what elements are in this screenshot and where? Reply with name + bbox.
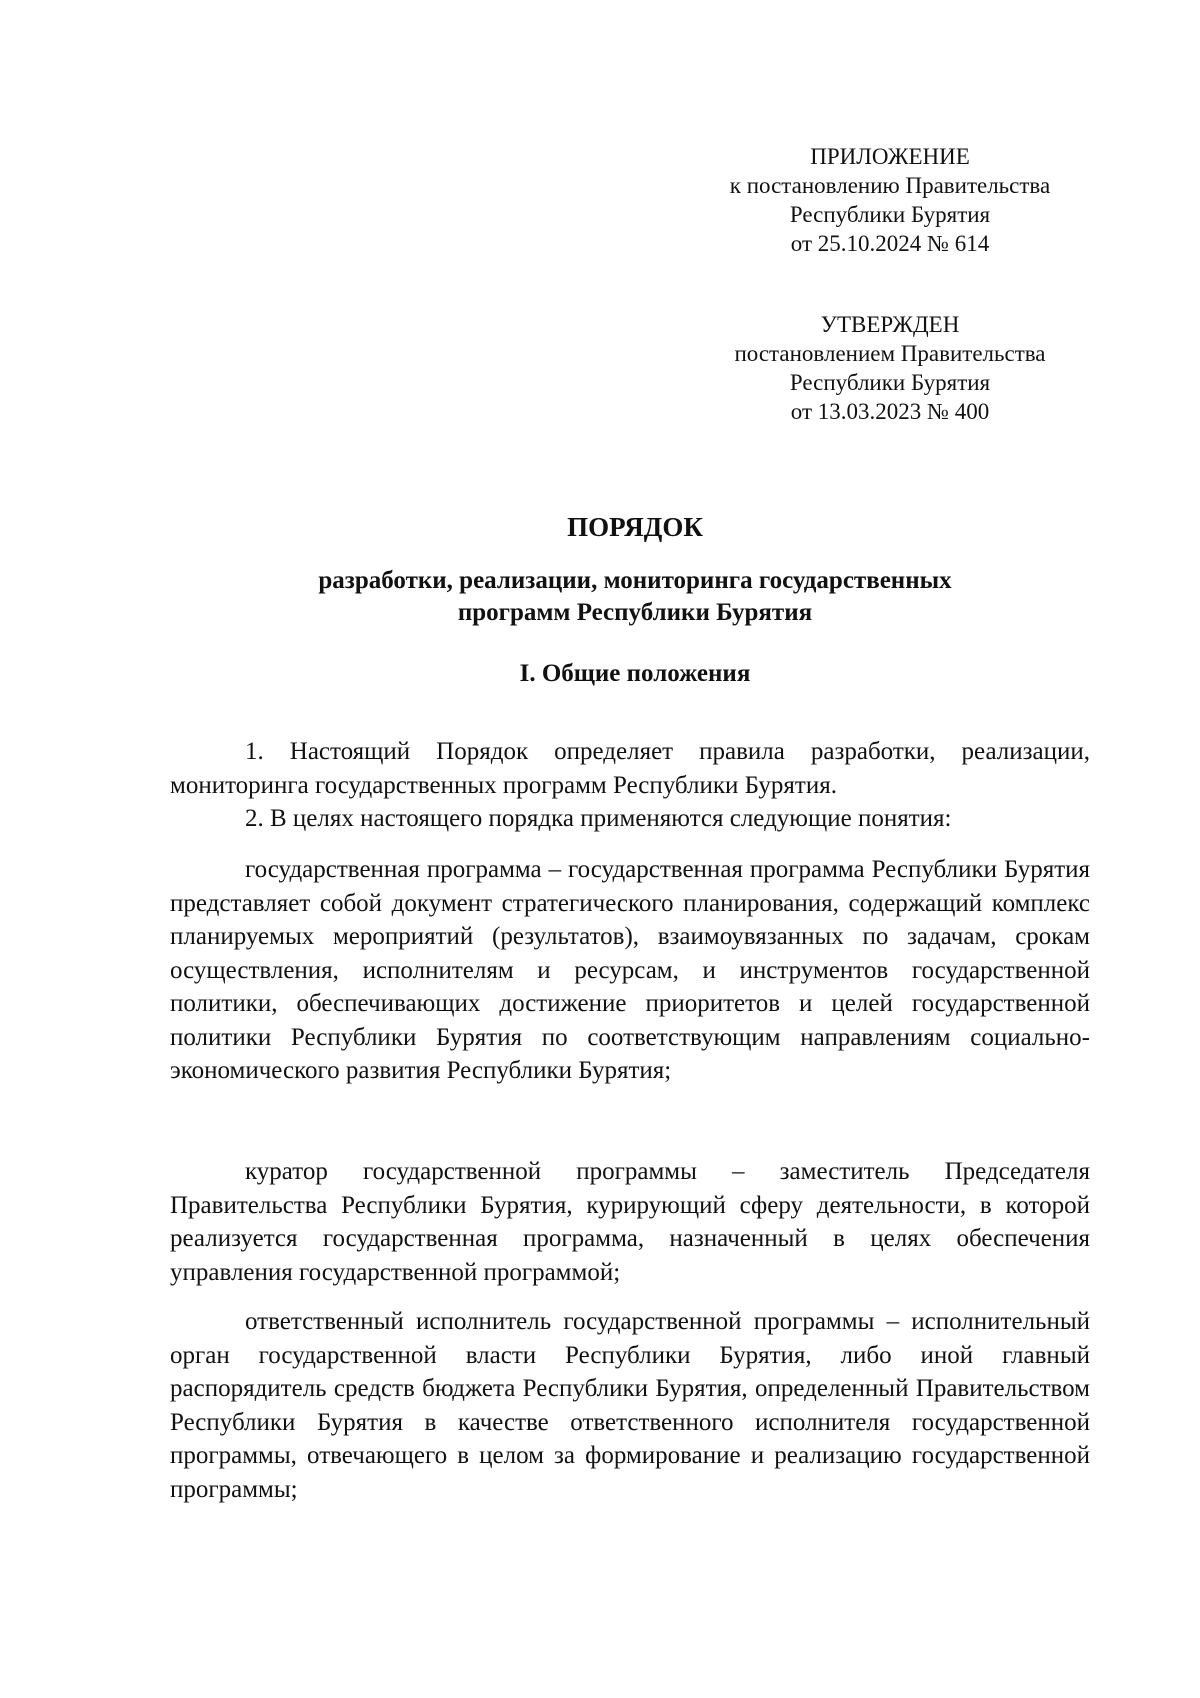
approved-authority: Республики Бурятия [789, 370, 991, 395]
definition-state-program [170, 853, 1090, 1088]
definition-state-program-text: государственная программа – государственная программа Республики Бурятия представляет собой документ стратегического планирования, содержащий комплекс планируемых мероприятий (результатов), взаимоувязанных по задачам, срокам осуществления, исполнителям и ресурсам, и инструментов государственной политики, обеспечивающих достижение приоритетов и целей государственной политики Республики Бурятия по соответствующим направлениям социально-экономического развития Республики Бурятия; [170, 856, 1090, 1084]
definition-curator [170, 1155, 1090, 1289]
definition-curator-text: куратор государственной программы – заместитель Председателя Правительства Республики Бурятия, курирующий сферу деятельности, в которой реализуется государственная программа, назначенный в целях обеспечения управления государственной программой; [170, 1158, 1090, 1286]
appendix-reference: к постановлению Правительства [729, 173, 1051, 198]
appendix-block [700, 142, 1080, 258]
section-title: I. Общие положения [519, 660, 751, 687]
subtitle-line-1: разработки, реализации, мониторинга государственных [318, 567, 952, 594]
subtitle-line-2: программ Республики Бурятия [457, 599, 813, 626]
approved-reference: постановлением Правительства [734, 341, 1046, 366]
paragraph-1 [170, 735, 1090, 802]
paragraph-2 [170, 802, 1090, 836]
definition-responsible-executor [170, 1305, 1090, 1506]
definition-responsible-executor-text: ответственный исполнитель государственной программы – исполнительный орган государственной власти Республики Бурятия, либо иной главный распорядитель средств бюджета Республики Бурятия, определенный Правительством Республики Бурятия в качестве ответственного исполнителя государственной программы, отвечающего в целом за формирование и реализацию государственной программы; [170, 1308, 1090, 1503]
approved-date-number: от 13.03.2023 № 400 [790, 399, 990, 424]
appendix-authority: Республики Бурятия [789, 202, 991, 227]
paragraph-1-text: 1. Настоящий Порядок определяет правила разработки, реализации, мониторинга государственных программ Республики Бурятия. [170, 738, 1090, 799]
document-title: ПОРЯДОК [567, 512, 703, 542]
paragraph-2-text: 2. В целях настоящего порядка применяются следующие понятия: [245, 805, 952, 832]
appendix-heading: ПРИЛОЖЕНИЕ [810, 144, 970, 169]
approved-block [700, 310, 1080, 426]
appendix-date-number: от 25.10.2024 № 614 [790, 231, 990, 256]
approved-heading: УТВЕРЖДЕН [820, 312, 960, 337]
document-subtitle [170, 565, 1100, 629]
